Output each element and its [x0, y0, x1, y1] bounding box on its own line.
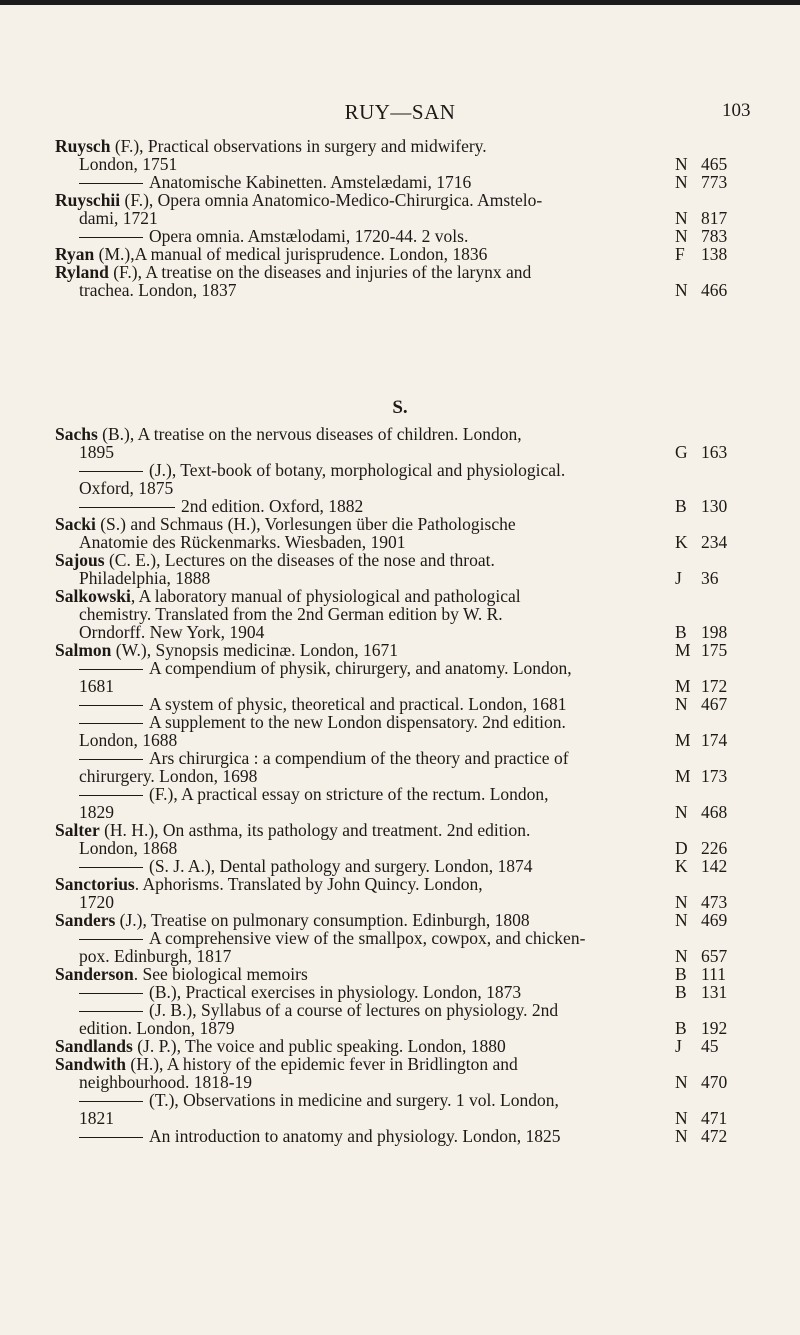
entry-text	[55, 173, 655, 191]
entry-title: A system of physic, theoretical and practical. London, 1681	[149, 694, 567, 714]
shelf-letter: G	[675, 442, 688, 462]
entry-first-line	[55, 713, 655, 731]
entries-ruy	[55, 137, 755, 299]
entry-title: (T.), Observations in medicine and surgery. 1 vol. London,	[149, 1090, 559, 1110]
entry-text	[55, 263, 655, 299]
entry-title: A compendium of physik, chirurgery, and anatomy. London,	[149, 658, 572, 678]
shelf-number: 226	[701, 838, 728, 858]
shelf-reference	[675, 983, 755, 1001]
entry-title: (S.) and Schmaus (H.), Vorlesungen über die Pathologische	[95, 514, 516, 534]
entry-first-line	[55, 191, 655, 209]
shelf-reference	[675, 479, 755, 497]
entry-title: (J.), Text-book of botany, morphological and physiological.	[149, 460, 566, 480]
shelf-reference	[675, 695, 755, 713]
shelf-letter: B	[675, 622, 687, 642]
ditto-dash	[79, 1137, 143, 1138]
entry-text	[55, 929, 655, 965]
shelf-letter: K	[675, 532, 688, 552]
entry-text	[55, 1037, 655, 1055]
entry-first-line	[55, 263, 655, 281]
shelf-letter: N	[675, 1126, 688, 1146]
shelf-letter: M	[675, 676, 691, 696]
catalog-entry	[55, 1037, 755, 1055]
entry-first-line	[55, 785, 655, 803]
entry-first-line	[55, 227, 655, 245]
entry-first-line	[55, 551, 655, 569]
shelf-number: 173	[701, 766, 728, 786]
catalog-entry	[55, 551, 755, 587]
catalog-entry	[55, 263, 755, 299]
entry-first-line	[55, 137, 655, 155]
shelf-number: 657	[701, 946, 728, 966]
entry-first-line	[55, 857, 655, 875]
ditto-dash	[79, 993, 143, 994]
entry-title: Anatomische Kabinetten. Amstelædami, 1716	[149, 172, 472, 192]
entry-author: Sandlands	[55, 1036, 133, 1056]
shelf-letter: N	[675, 154, 688, 174]
shelf-reference	[675, 281, 755, 299]
entry-author: Sandwith	[55, 1054, 127, 1074]
entry-title: An introduction to anatomy and physiology. London, 1825	[149, 1126, 561, 1146]
shelf-reference	[675, 1127, 755, 1145]
shelf-number: 198	[701, 622, 728, 642]
entry-text	[55, 821, 655, 857]
entry-first-line	[55, 587, 655, 605]
entry-first-line	[55, 425, 655, 443]
entry-first-line	[55, 245, 655, 263]
shelf-number: 468	[701, 802, 728, 822]
catalog-entry	[55, 515, 755, 551]
shelf-reference	[675, 857, 755, 875]
ditto-dash	[79, 867, 143, 868]
shelf-reference	[675, 623, 755, 641]
entry-continuation: dami, 1721	[79, 208, 158, 228]
shelf-number: 111	[701, 964, 726, 984]
catalog-entry	[55, 173, 755, 191]
entry-text	[55, 857, 655, 875]
entry-text	[55, 965, 655, 983]
shelf-letter: B	[675, 982, 687, 1002]
entry-first-line	[55, 497, 655, 515]
catalog-entry	[55, 857, 755, 875]
entry-continuation: neighbourhood. 1818-19	[79, 1072, 253, 1092]
catalog-entry	[55, 497, 755, 515]
shelf-letter: N	[675, 1072, 688, 1092]
entry-author: Sajous	[55, 550, 105, 570]
shelf-reference	[675, 911, 755, 929]
entry-text	[55, 695, 655, 713]
entry-title: (J. P.), The voice and public speaking. London, 1880	[132, 1036, 506, 1056]
shelf-reference	[675, 803, 755, 821]
entry-continuation: edition. London, 1879	[79, 1018, 235, 1038]
entry-continuation: London, 1868	[79, 838, 178, 858]
entry-text	[55, 497, 655, 515]
entry-text	[55, 659, 655, 695]
page-number: 103	[722, 100, 751, 121]
entry-text	[55, 785, 655, 821]
shelf-reference	[675, 443, 755, 461]
entry-continuation: trachea. London, 1837	[79, 280, 237, 300]
catalog-entry	[55, 965, 755, 983]
section-heading: S.	[392, 397, 408, 418]
shelf-number: 469	[701, 910, 728, 930]
entry-text	[55, 983, 655, 1001]
shelf-letter: N	[675, 892, 688, 912]
shelf-reference	[675, 731, 755, 749]
entry-continuation: London, 1751	[79, 154, 178, 174]
shelf-number: 467	[701, 694, 728, 714]
running-head: RUY—SAN	[344, 100, 456, 124]
entry-author: Salmon	[55, 640, 112, 660]
entry-continuation: Orndorff. New York, 1904	[79, 622, 265, 642]
shelf-number: 172	[701, 676, 728, 696]
shelf-reference	[675, 965, 755, 983]
entry-title: Opera omnia. Amstælodami, 1720-44. 2 vols.	[149, 226, 469, 246]
shelf-reference	[675, 1073, 755, 1091]
entry-title: (F.), Practical observations in surgery and midwifery.	[110, 136, 487, 156]
shelf-letter: N	[675, 1108, 688, 1128]
shelf-letter: B	[675, 1018, 687, 1038]
shelf-reference	[675, 641, 755, 659]
entry-author: Sanctorius	[55, 874, 135, 894]
shelf-reference	[675, 245, 755, 263]
catalog-entry	[55, 821, 755, 857]
shelf-number: 36	[701, 568, 719, 588]
entry-author: Sanders	[55, 910, 116, 930]
ditto-dash	[79, 759, 143, 760]
shelf-reference	[675, 839, 755, 857]
ditto-dash	[79, 705, 143, 706]
catalog-entry	[55, 227, 755, 245]
entry-continuation: London, 1688	[79, 730, 178, 750]
shelf-number: 466	[701, 280, 728, 300]
shelf-number: 473	[701, 892, 728, 912]
entry-first-line	[55, 821, 655, 839]
shelf-reference	[675, 227, 755, 245]
catalog-entry	[55, 875, 755, 911]
entry-first-line	[55, 875, 655, 893]
catalog-entry	[55, 587, 755, 641]
entry-title: (F.), A treatise on the diseases and injuries of the larynx and	[108, 262, 532, 282]
ditto-dash	[79, 507, 175, 508]
shelf-letter: N	[675, 946, 688, 966]
shelf-number: 471	[701, 1108, 728, 1128]
ditto-dash	[79, 1011, 143, 1012]
entry-first-line	[55, 461, 655, 479]
shelf-reference	[675, 497, 755, 515]
shelf-number: 465	[701, 154, 728, 174]
catalog-entry	[55, 461, 755, 497]
shelf-reference	[675, 1019, 755, 1037]
shelf-letter: N	[675, 208, 688, 228]
shelf-number: 174	[701, 730, 728, 750]
catalog-entry	[55, 695, 755, 713]
entry-text	[55, 1091, 655, 1127]
catalog-entry	[55, 929, 755, 965]
entry-author: Ryan	[55, 244, 95, 264]
entry-text	[55, 137, 655, 173]
shelf-letter: N	[675, 802, 688, 822]
entry-first-line	[55, 749, 655, 767]
entry-first-line	[55, 1091, 655, 1109]
catalog-entry	[55, 713, 755, 749]
entry-first-line	[55, 173, 655, 191]
shelf-number: 234	[701, 532, 728, 552]
shelf-reference	[675, 1109, 755, 1127]
shelf-number: 45	[701, 1036, 719, 1056]
entry-continuation: 1829	[79, 802, 114, 822]
shelf-number: 175	[701, 640, 728, 660]
catalog-entry	[55, 1091, 755, 1127]
shelf-number: 138	[701, 244, 728, 264]
entry-first-line	[55, 965, 655, 983]
entry-title: (B.), Practical exercises in physiology. London, 1873	[149, 982, 522, 1002]
shelf-reference	[675, 533, 755, 551]
entry-title: (J. B.), Syllabus of a course of lectures on physiology. 2nd	[149, 1000, 559, 1020]
entry-title: A supplement to the new London dispensatory. 2nd edition.	[149, 712, 566, 732]
catalog-entry	[55, 641, 755, 659]
entry-first-line	[55, 515, 655, 533]
shelf-reference	[675, 155, 755, 173]
catalog-entry	[55, 425, 755, 461]
catalog-entry	[55, 749, 755, 785]
shelf-number: 192	[701, 1018, 728, 1038]
shelf-reference	[675, 893, 755, 911]
entry-title: A comprehensive view of the smallpox, cowpox, and chicken-	[149, 928, 586, 948]
entry-text	[55, 245, 655, 263]
entry-text	[55, 875, 655, 911]
entry-author: Ryland	[55, 262, 109, 282]
shelf-letter: N	[675, 694, 688, 714]
shelf-number: 783	[701, 226, 728, 246]
shelf-reference	[675, 677, 755, 695]
shelf-letter: N	[675, 910, 688, 930]
catalog-entry	[55, 191, 755, 227]
shelf-reference	[675, 947, 755, 965]
entry-title: (H. H.), On asthma, its pathology and treatment. 2nd edition.	[99, 820, 531, 840]
shelf-letter: D	[675, 838, 688, 858]
shelf-reference	[675, 173, 755, 191]
shelf-number: 773	[701, 172, 728, 192]
ditto-dash	[79, 471, 143, 472]
shelf-letter: N	[675, 280, 688, 300]
shelf-number: 131	[701, 982, 728, 1002]
entry-first-line	[55, 695, 655, 713]
entry-first-line	[55, 1001, 655, 1019]
shelf-number: 142	[701, 856, 728, 876]
entry-text	[55, 587, 655, 641]
entry-title: (F.), A practical essay on stricture of the rectum. London,	[149, 784, 549, 804]
entry-title: Ars chirurgica : a compendium of the theory and practice of	[149, 748, 569, 768]
entry-author: Salter	[55, 820, 100, 840]
entry-first-line	[55, 1037, 655, 1055]
shelf-letter: B	[675, 496, 687, 516]
ditto-dash	[79, 669, 143, 670]
shelf-letter: B	[675, 964, 687, 984]
entry-author: Salkowski	[55, 586, 131, 606]
entry-author: Ruysch	[55, 136, 111, 156]
entry-continuation: 1681	[79, 676, 114, 696]
catalog-entry	[55, 659, 755, 695]
shelf-letter: K	[675, 856, 688, 876]
shelf-letter: M	[675, 730, 691, 750]
entry-text	[55, 713, 655, 749]
entry-title: , A laboratory manual of physiological and pathological	[130, 586, 521, 606]
entry-first-line	[55, 1055, 655, 1073]
entry-title: (M.),A manual of medical jurisprudence. London, 1836	[94, 244, 488, 264]
shelf-number: 470	[701, 1072, 728, 1092]
catalog-entry	[55, 1001, 755, 1037]
catalog-entry	[55, 1127, 755, 1145]
entry-text	[55, 641, 655, 659]
entry-continuation: Anatomie des Rückenmarks. Wiesbaden, 1901	[79, 532, 406, 552]
entry-title: (F.), Opera omnia Anatomico-Medico-Chirurgica. Amstelo-	[120, 190, 543, 210]
shelf-reference	[675, 569, 755, 587]
entry-title: 2nd edition. Oxford, 1882	[181, 496, 364, 516]
entry-continuation: 1895	[79, 442, 114, 462]
entry-continuation: chirurgery. London, 1698	[79, 766, 258, 786]
ditto-dash	[79, 939, 143, 940]
entry-title: (H.), A history of the epidemic fever in Bridlington and	[126, 1054, 518, 1074]
entry-text	[55, 749, 655, 785]
entry-title: (W.), Synopsis medicinæ. London, 1671	[111, 640, 399, 660]
shelf-letter: N	[675, 226, 688, 246]
shelf-letter: M	[675, 640, 691, 660]
top-edge-bar	[0, 0, 800, 5]
entry-text	[55, 1001, 655, 1037]
shelf-letter: J	[675, 1036, 682, 1056]
shelf-number: 163	[701, 442, 728, 462]
entry-first-line	[55, 1127, 655, 1145]
catalog-entry	[55, 137, 755, 173]
shelf-number: 817	[701, 208, 728, 228]
entry-first-line	[55, 929, 655, 947]
shelf-reference	[675, 209, 755, 227]
catalog-entry	[55, 785, 755, 821]
catalog-entry	[55, 1055, 755, 1091]
entry-title: (S. J. A.), Dental pathology and surgery. London, 1874	[149, 856, 533, 876]
catalog-entry	[55, 911, 755, 929]
ditto-dash	[79, 183, 143, 184]
page-header	[0, 100, 800, 130]
shelf-number: 472	[701, 1126, 728, 1146]
entry-first-line	[55, 983, 655, 1001]
entry-text	[55, 1055, 655, 1091]
entry-title: (J.), Treatise on pulmonary consumption. Edinburgh, 1808	[115, 910, 530, 930]
ditto-dash	[79, 237, 143, 238]
entry-continuation: 1720	[79, 892, 114, 912]
entry-text	[55, 191, 655, 227]
entry-text	[55, 461, 655, 497]
entry-continuation: pox. Edinburgh, 1817	[79, 946, 232, 966]
shelf-reference	[675, 1037, 755, 1055]
entry-continuation: Oxford, 1875	[79, 478, 174, 498]
shelf-number: 130	[701, 496, 728, 516]
entry-title: (C. E.), Lectures on the diseases of the nose and throat.	[104, 550, 495, 570]
entry-first-line	[55, 659, 655, 677]
ditto-dash	[79, 723, 143, 724]
entry-author: Sacki	[55, 514, 96, 534]
entry-title: . See biological memoirs	[133, 964, 308, 984]
entry-title: . Aphorisms. Translated by John Quincy. London,	[134, 874, 483, 894]
entry-first-line	[55, 911, 655, 929]
entry-text	[55, 515, 655, 551]
shelf-letter: M	[675, 766, 691, 786]
entry-author: Sachs	[55, 424, 98, 444]
ditto-dash	[79, 1101, 143, 1102]
shelf-letter: F	[675, 244, 685, 264]
entry-text	[55, 227, 655, 245]
entry-text	[55, 425, 655, 461]
entry-title: (B.), A treatise on the nervous diseases of children. London,	[97, 424, 522, 444]
entry-first-line	[55, 641, 655, 659]
shelf-reference	[675, 767, 755, 785]
ditto-dash	[79, 795, 143, 796]
shelf-letter: N	[675, 172, 688, 192]
entry-text	[55, 551, 655, 587]
shelf-letter: J	[675, 568, 682, 588]
entry-author: Sanderson	[55, 964, 134, 984]
entries-s	[55, 425, 755, 1145]
entry-continuation: chemistry. Translated from the 2nd German edition by W. R.	[79, 604, 503, 624]
entry-text	[55, 1127, 655, 1145]
catalog-entry	[55, 983, 755, 1001]
entry-text	[55, 911, 655, 929]
entry-continuation: 1821	[79, 1108, 114, 1128]
entry-continuation: Philadelphia, 1888	[79, 568, 211, 588]
entry-author: Ruyschii	[55, 190, 121, 210]
catalog-entry	[55, 245, 755, 263]
